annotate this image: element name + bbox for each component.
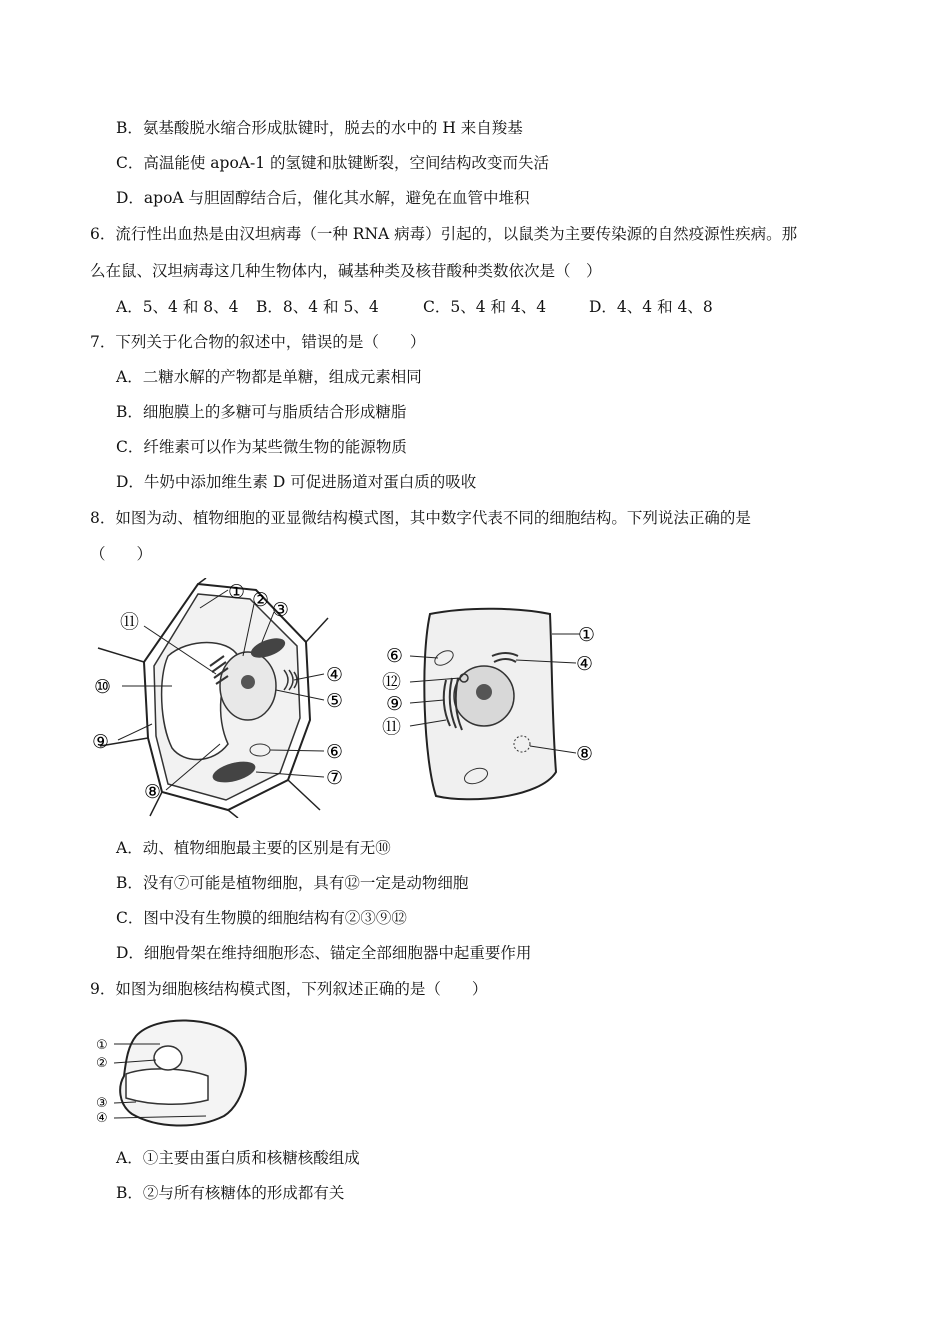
q7-stem: 7．下列关于化合物的叙述中，错误的是（ ） — [90, 333, 426, 351]
q7-option-c: C．纤维素可以作为某些微生物的能源物质 — [116, 438, 407, 456]
animal-label-12: ⑫ — [382, 671, 402, 693]
q6-stem-line-2: 么在鼠、汉坦病毒这几种生物体内，碱基种类及核苷酸种类数依次是（ ） — [90, 262, 602, 280]
q6-option-a: A．5、4 和 8、4 — [116, 298, 239, 316]
plant-label-5: ⑤ — [326, 690, 344, 712]
nucleolus — [154, 1046, 182, 1070]
animal-label-6: ⑥ — [386, 645, 404, 667]
plant-label-4: ④ — [326, 664, 344, 686]
q6-option-d: D．4、4 和 4、8 — [589, 298, 713, 316]
plant-label-6: ⑥ — [326, 741, 344, 763]
q5-option-d: D．apoA 与胆固醇结合后，催化其水解，避免在血管中堆积 — [116, 189, 530, 207]
plant-label-9: ⑨ — [92, 731, 110, 753]
animal-label-11: ⑪ — [382, 716, 402, 738]
plant-label-3: ③ — [272, 599, 290, 621]
nucleus-label-1: ① — [96, 1038, 108, 1053]
q9-option-b: B．②与所有核糖体的形成都有关 — [116, 1184, 345, 1202]
nucleus-label-4: ④ — [96, 1111, 108, 1126]
animal-cell-diagram — [380, 600, 620, 810]
q8-option-d: D．细胞骨架在维持细胞形态、锚定全部细胞器中起重要作用 — [116, 944, 532, 962]
q8-stem-line-2: （ ） — [90, 545, 153, 563]
q8-option-a: A．动、植物细胞最主要的区别是有无⑩ — [116, 839, 391, 857]
q7-option-b: B．细胞膜上的多糖可与脂质结合形成糖脂 — [116, 403, 407, 421]
q6-option-c: C．5、4 和 4、4 — [423, 298, 547, 316]
nucleus-structure-diagram — [96, 1016, 256, 1128]
plant-label-1: ① — [228, 581, 246, 603]
q6-options — [116, 297, 713, 317]
q5-option-c: C．高温能使 apoA-1 的氢键和肽键断裂，空间结构改变而失活 — [116, 154, 550, 172]
animal-label-4: ④ — [576, 653, 594, 675]
nucleus-label-3: ③ — [96, 1096, 108, 1111]
q6-stem-line-1: 6．流行性出血热是由汉坦病毒（一种 RNA 病毒）引起的，以鼠类为主要传染源的自然疫源性疾病。那 — [90, 225, 798, 243]
q8-option-b: B．没有⑦可能是植物细胞，具有⑫一定是动物细胞 — [116, 874, 469, 892]
q7-option-a: A．二糖水解的产物都是单糖，组成元素相同 — [116, 368, 422, 386]
q8-stem-line-1: 8．如图为动、植物细胞的亚显微结构模式图，其中数字代表不同的细胞结构。下列说法正确的是 — [90, 509, 751, 527]
animal-label-1: ① — [578, 624, 596, 646]
plant-label-11: ⑪ — [120, 611, 140, 633]
q9-option-a: A．①主要由蛋白质和核糖核酸组成 — [116, 1149, 360, 1167]
q7-option-d: D．牛奶中添加维生素 D 可促进肠道对蛋白质的吸收 — [116, 473, 477, 491]
animal-label-9: ⑨ — [386, 693, 404, 715]
animal-label-8: ⑧ — [576, 743, 594, 765]
plant-label-2: ② — [252, 589, 270, 611]
q5-option-b: B．氨基酸脱水缩合形成肽键时，脱去的水中的 H 来自羧基 — [116, 119, 523, 137]
plant-label-10: ⑩ — [94, 676, 112, 698]
q8-option-c: C．图中没有生物膜的细胞结构有②③⑨⑫ — [116, 909, 407, 927]
plant-label-8: ⑧ — [144, 781, 162, 803]
plant-label-7: ⑦ — [326, 767, 344, 789]
q9-stem: 9．如图为细胞核结构模式图，下列叙述正确的是（ ） — [90, 980, 488, 998]
q6-option-b: B．8、4 和 5、4 — [256, 298, 379, 316]
plant-cell-diagram — [88, 578, 360, 818]
nucleus-label-2: ② — [96, 1056, 108, 1071]
